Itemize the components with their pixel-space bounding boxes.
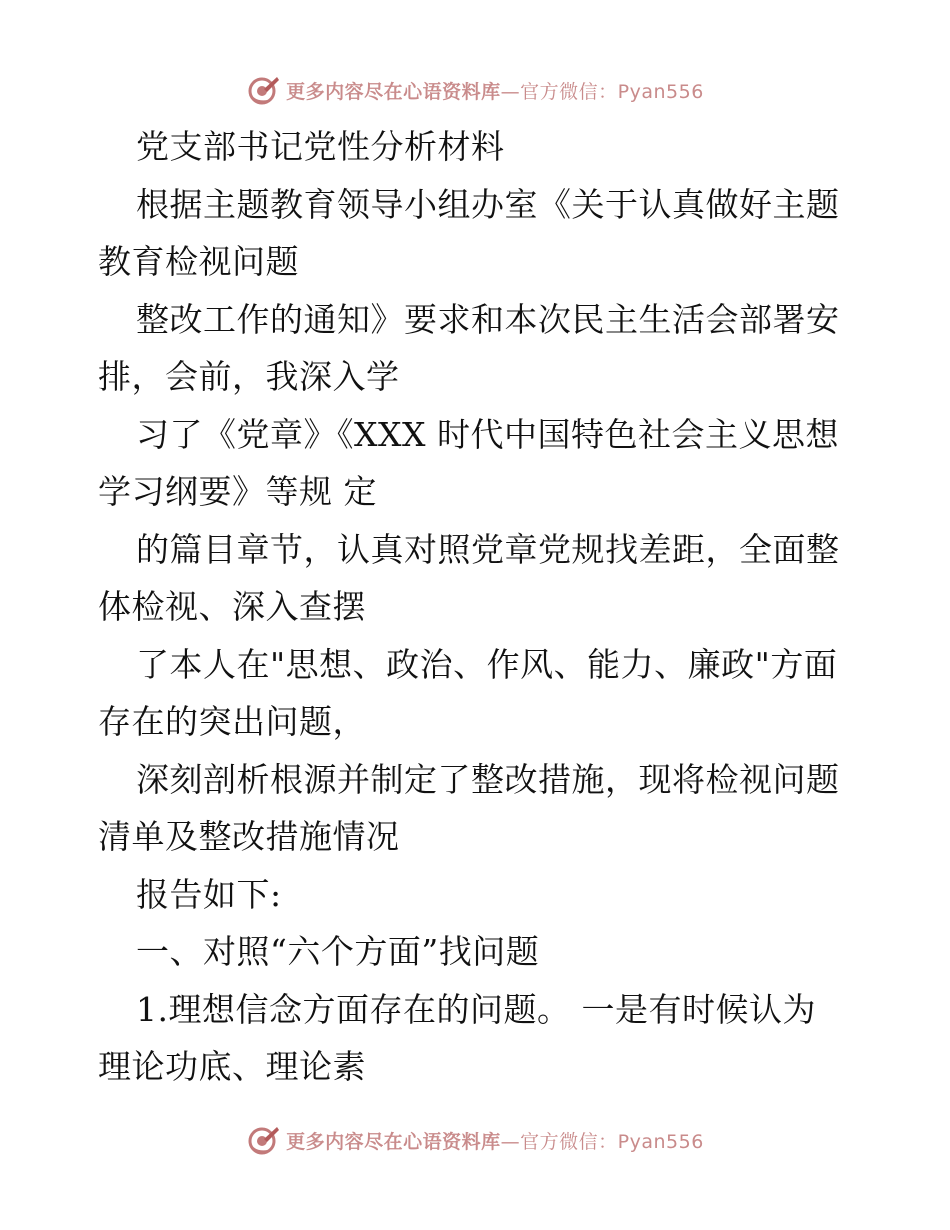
paragraph-line: 根据主题教育领导小组办室《关于认真做好主题 <box>136 184 840 224</box>
paragraph-line: 理论功底、理论素 <box>98 1047 366 1086</box>
paragraph-line: 习了《党章》《XXX 时代中国特色社会主义思想 <box>136 414 839 454</box>
brand-logo-icon <box>246 73 280 107</box>
watermark-suffix: —官方微信：Pyan556 <box>500 1130 704 1153</box>
paragraph-line: 了本人在"思想、政治、作风、能力、廉政"方面 <box>136 644 838 684</box>
paragraph-line: 存在的突出问题， <box>98 702 366 741</box>
paragraph-line: 清单及整改措施情况 <box>98 817 400 856</box>
paragraph-line: 报告如下: <box>136 874 282 914</box>
watermark-brand: 更多内容尽在心语资料库 <box>286 1130 501 1153</box>
document-body <box>98 118 858 1096</box>
paragraph-line: 整改工作的通知》要求和本次民主生活会部署安 <box>136 299 840 339</box>
watermark-header <box>0 70 950 110</box>
watermark-suffix: —官方微信：Pyan556 <box>500 80 704 103</box>
paragraph-line: 的篇目章节，认真对照党章党规找差距，全面整 <box>136 529 840 569</box>
watermark-text <box>286 77 704 104</box>
watermark-text <box>286 1127 704 1154</box>
document-title: 党支部书记党性分析材料 <box>136 127 505 166</box>
paragraph-line: 深刻剖析根源并制定了整改措施，现将检视问题 <box>136 759 840 799</box>
paragraph-line: 学习纲要》等规 定 <box>98 472 377 511</box>
watermark-brand: 更多内容尽在心语资料库 <box>286 80 501 103</box>
watermark-footer <box>0 1120 950 1160</box>
paragraph-line: 教育检视问题 <box>98 242 299 281</box>
section-heading: 一、对照“六个方面”找问题 <box>136 932 540 971</box>
paragraph-line: 1.理想信念方面存在的问题。 一是有时候认为 <box>136 989 816 1029</box>
brand-logo-icon <box>246 1123 280 1157</box>
paragraph-line: 体检视、深入查摆 <box>98 587 366 626</box>
paragraph-line: 排，会前，我深入学 <box>98 357 400 396</box>
